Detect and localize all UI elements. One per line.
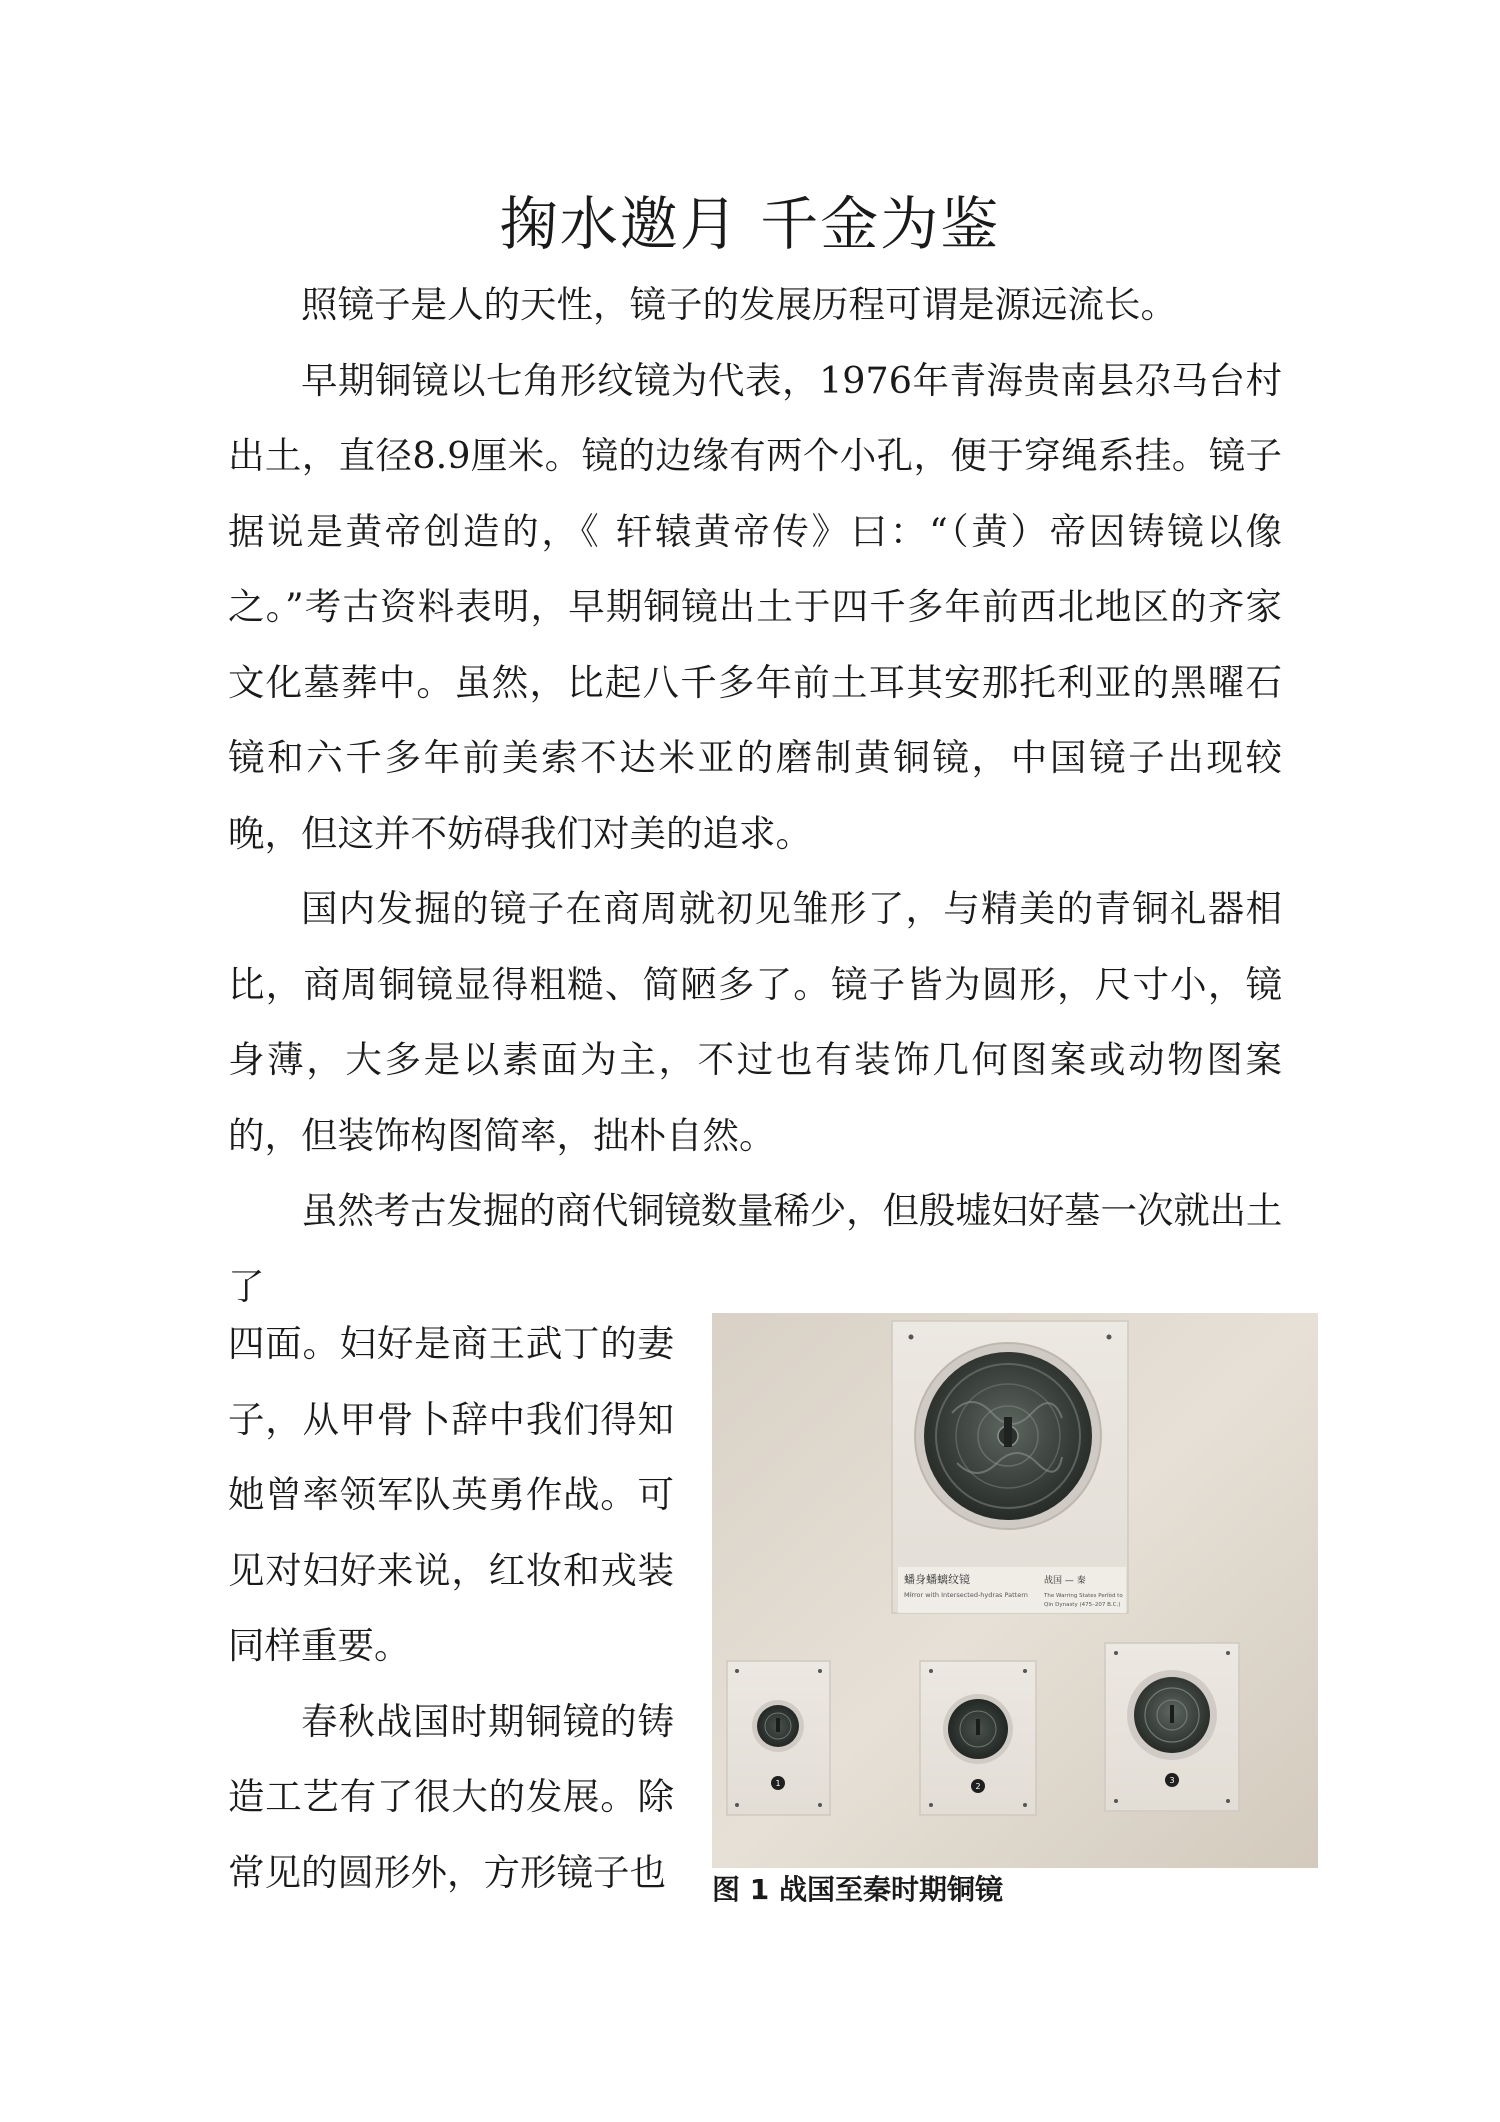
article-body — [228, 267, 1282, 1324]
small-mirror-display-3 — [1105, 1643, 1239, 1811]
display-label-en: Mirror with Intersected-hydras Pattern — [904, 1591, 1028, 1599]
small-mirror-display-1 — [727, 1661, 830, 1815]
paragraph: 春秋战国时期铜镜的铸造工艺有了很大的发展。除常见的圆形外，方形镜子也 — [228, 1699, 674, 1894]
figure-caption: 图 1 战国至秦时期铜镜 — [712, 1873, 1003, 1906]
display-number: 2 — [975, 1782, 981, 1791]
display-number: 3 — [1169, 1776, 1175, 1785]
display-period-en: Qin Dynasty (475–207 B.C.) — [1044, 1602, 1121, 1608]
display-period-cn: 战国 — 秦 — [1044, 1576, 1086, 1586]
paragraph: 虽然考古发掘的商代铜镜数量稀少，但殷墟妇好墓一次就出土了 — [228, 1189, 1282, 1308]
display-period-en: The Warring States Period to — [1044, 1593, 1123, 1599]
paragraph: 照镜子是人的天性，镜子的发展历程可谓是源远流长。 — [301, 283, 1177, 326]
museum-photo — [712, 1313, 1318, 1868]
small-mirror-display-2 — [920, 1661, 1036, 1815]
wrapped-text-column — [228, 1306, 674, 1910]
paragraph: 国内发掘的镜子在商周就初见雏形了，与精美的青铜礼器相比，商周铜镜显得粗糙、简陋多了。镜子皆为圆形，尺寸小，镜身薄，大多是以素面为主，不过也有装饰几何图案或动物图案的，但装饰构图简率，拙朴自然。 — [228, 887, 1282, 1157]
paragraph: 早期铜镜以七角形纹镜为代表，1976年青海贵南县尕马台村出土，直径8.9厘米。镜的边缘有两个小孔，便于穿绳系挂。镜子据说是黄帝创造的，《 轩辕黄帝传》曰：“（黄）帝因铸镜以像之。”考古资料表明，早期铜镜出土于四千多年前西北地区的齐家文化墓葬中。虽然，比起八千多年前土耳其安那托利亚的黑曜石镜和六千多年前美索不达米亚的磨制黄铜镜，中国镜子出现较晚，但这并不妨碍我们对美的追求。 — [228, 358, 1282, 855]
paragraph: 四面。妇好是商王武丁的妻子，从甲骨卜辞中我们得知她曾率领军队英勇作战。可见对妇好来说，红妆和戎装同样重要。 — [228, 1322, 674, 1667]
display-number: 1 — [775, 1779, 781, 1788]
article-title: 掬水邀月 千金为鉴 — [499, 190, 1001, 258]
large-mirror-display — [892, 1321, 1128, 1613]
display-label-cn: 蟠身蟠螭纹镜 — [904, 1573, 970, 1586]
